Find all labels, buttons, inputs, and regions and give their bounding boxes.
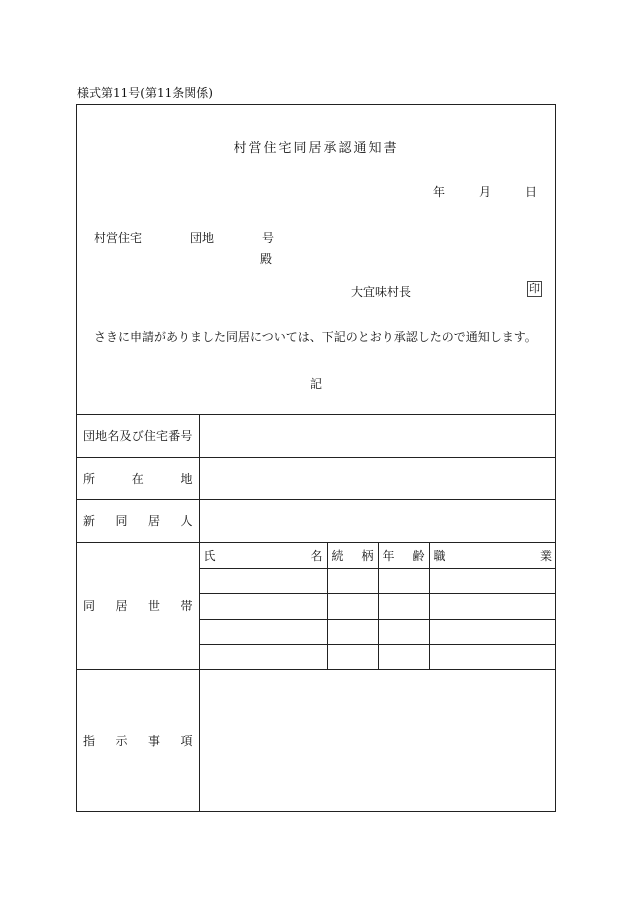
- date-line: [433, 183, 537, 200]
- recipient-address: [94, 229, 274, 246]
- year-label: 年: [432, 185, 445, 199]
- recipient-go: 号: [262, 231, 275, 245]
- household-cell[interactable]: [327, 593, 378, 619]
- danchi-name-value[interactable]: [199, 414, 556, 457]
- household-label: [77, 542, 199, 669]
- spaced-label: 新 同 居 人: [83, 514, 193, 528]
- form-title: 村営住宅同居承認通知書: [233, 141, 399, 156]
- ki-label: 記: [309, 377, 322, 391]
- issuer-name: 大宜味村長: [351, 285, 412, 299]
- household-cell[interactable]: [378, 568, 429, 593]
- location-value[interactable]: [199, 457, 556, 499]
- col-header-occupation: 職 業: [429, 542, 556, 568]
- location-label: [77, 457, 199, 499]
- household-cell[interactable]: [429, 593, 556, 619]
- day-label: 日: [524, 185, 537, 199]
- spaced-label: 指 示 事 項: [83, 733, 193, 748]
- table-row: [77, 669, 556, 811]
- instructions-value[interactable]: [199, 669, 556, 811]
- spaced-label: 所 在 地: [83, 471, 193, 486]
- col-header-relation: 続 柄: [327, 542, 378, 568]
- table-row: [77, 414, 556, 457]
- household-cell[interactable]: [378, 644, 429, 669]
- household-cell[interactable]: [199, 593, 327, 619]
- form-number: 様式第11号(第11条関係): [77, 86, 213, 100]
- table-row: [77, 457, 556, 499]
- household-cell[interactable]: [327, 568, 378, 593]
- new-cohabitant-value[interactable]: [199, 499, 556, 542]
- recipient-prefix: 村営住宅: [94, 231, 143, 245]
- instructions-label: [77, 669, 199, 811]
- household-cell[interactable]: [429, 619, 556, 644]
- household-cell[interactable]: [199, 619, 327, 644]
- household-cell[interactable]: [327, 619, 378, 644]
- recipient-danchi: 団地: [190, 231, 215, 245]
- table-row: [77, 499, 556, 542]
- detail-table: [77, 414, 556, 811]
- col-header-name: 氏 名: [199, 542, 327, 568]
- household-cell[interactable]: [378, 619, 429, 644]
- household-cell[interactable]: [327, 644, 378, 669]
- table-row: [77, 542, 556, 568]
- spaced-label: 同 居 世 帯: [83, 599, 193, 613]
- household-cell[interactable]: [429, 568, 556, 593]
- notice-section: [77, 105, 555, 415]
- spaced-label: 団 地 名 及 び 住 宅 番 号: [83, 428, 193, 443]
- detail-table-wrap: [77, 414, 555, 811]
- new-cohabitant-label: [77, 499, 199, 542]
- household-cell[interactable]: [378, 593, 429, 619]
- month-label: 月: [478, 185, 491, 199]
- household-cell[interactable]: [199, 644, 327, 669]
- seal-stamp: 印: [529, 282, 540, 295]
- notice-text: さきに申請がありました同居については、下記のとおり承認したので通知します。: [94, 330, 537, 344]
- danchi-name-label: [77, 414, 199, 457]
- form-frame: [76, 104, 556, 812]
- recipient-honorific: 殿: [260, 252, 273, 266]
- household-cell[interactable]: [199, 568, 327, 593]
- household-cell[interactable]: [429, 644, 556, 669]
- col-header-age: 年 齢: [378, 542, 429, 568]
